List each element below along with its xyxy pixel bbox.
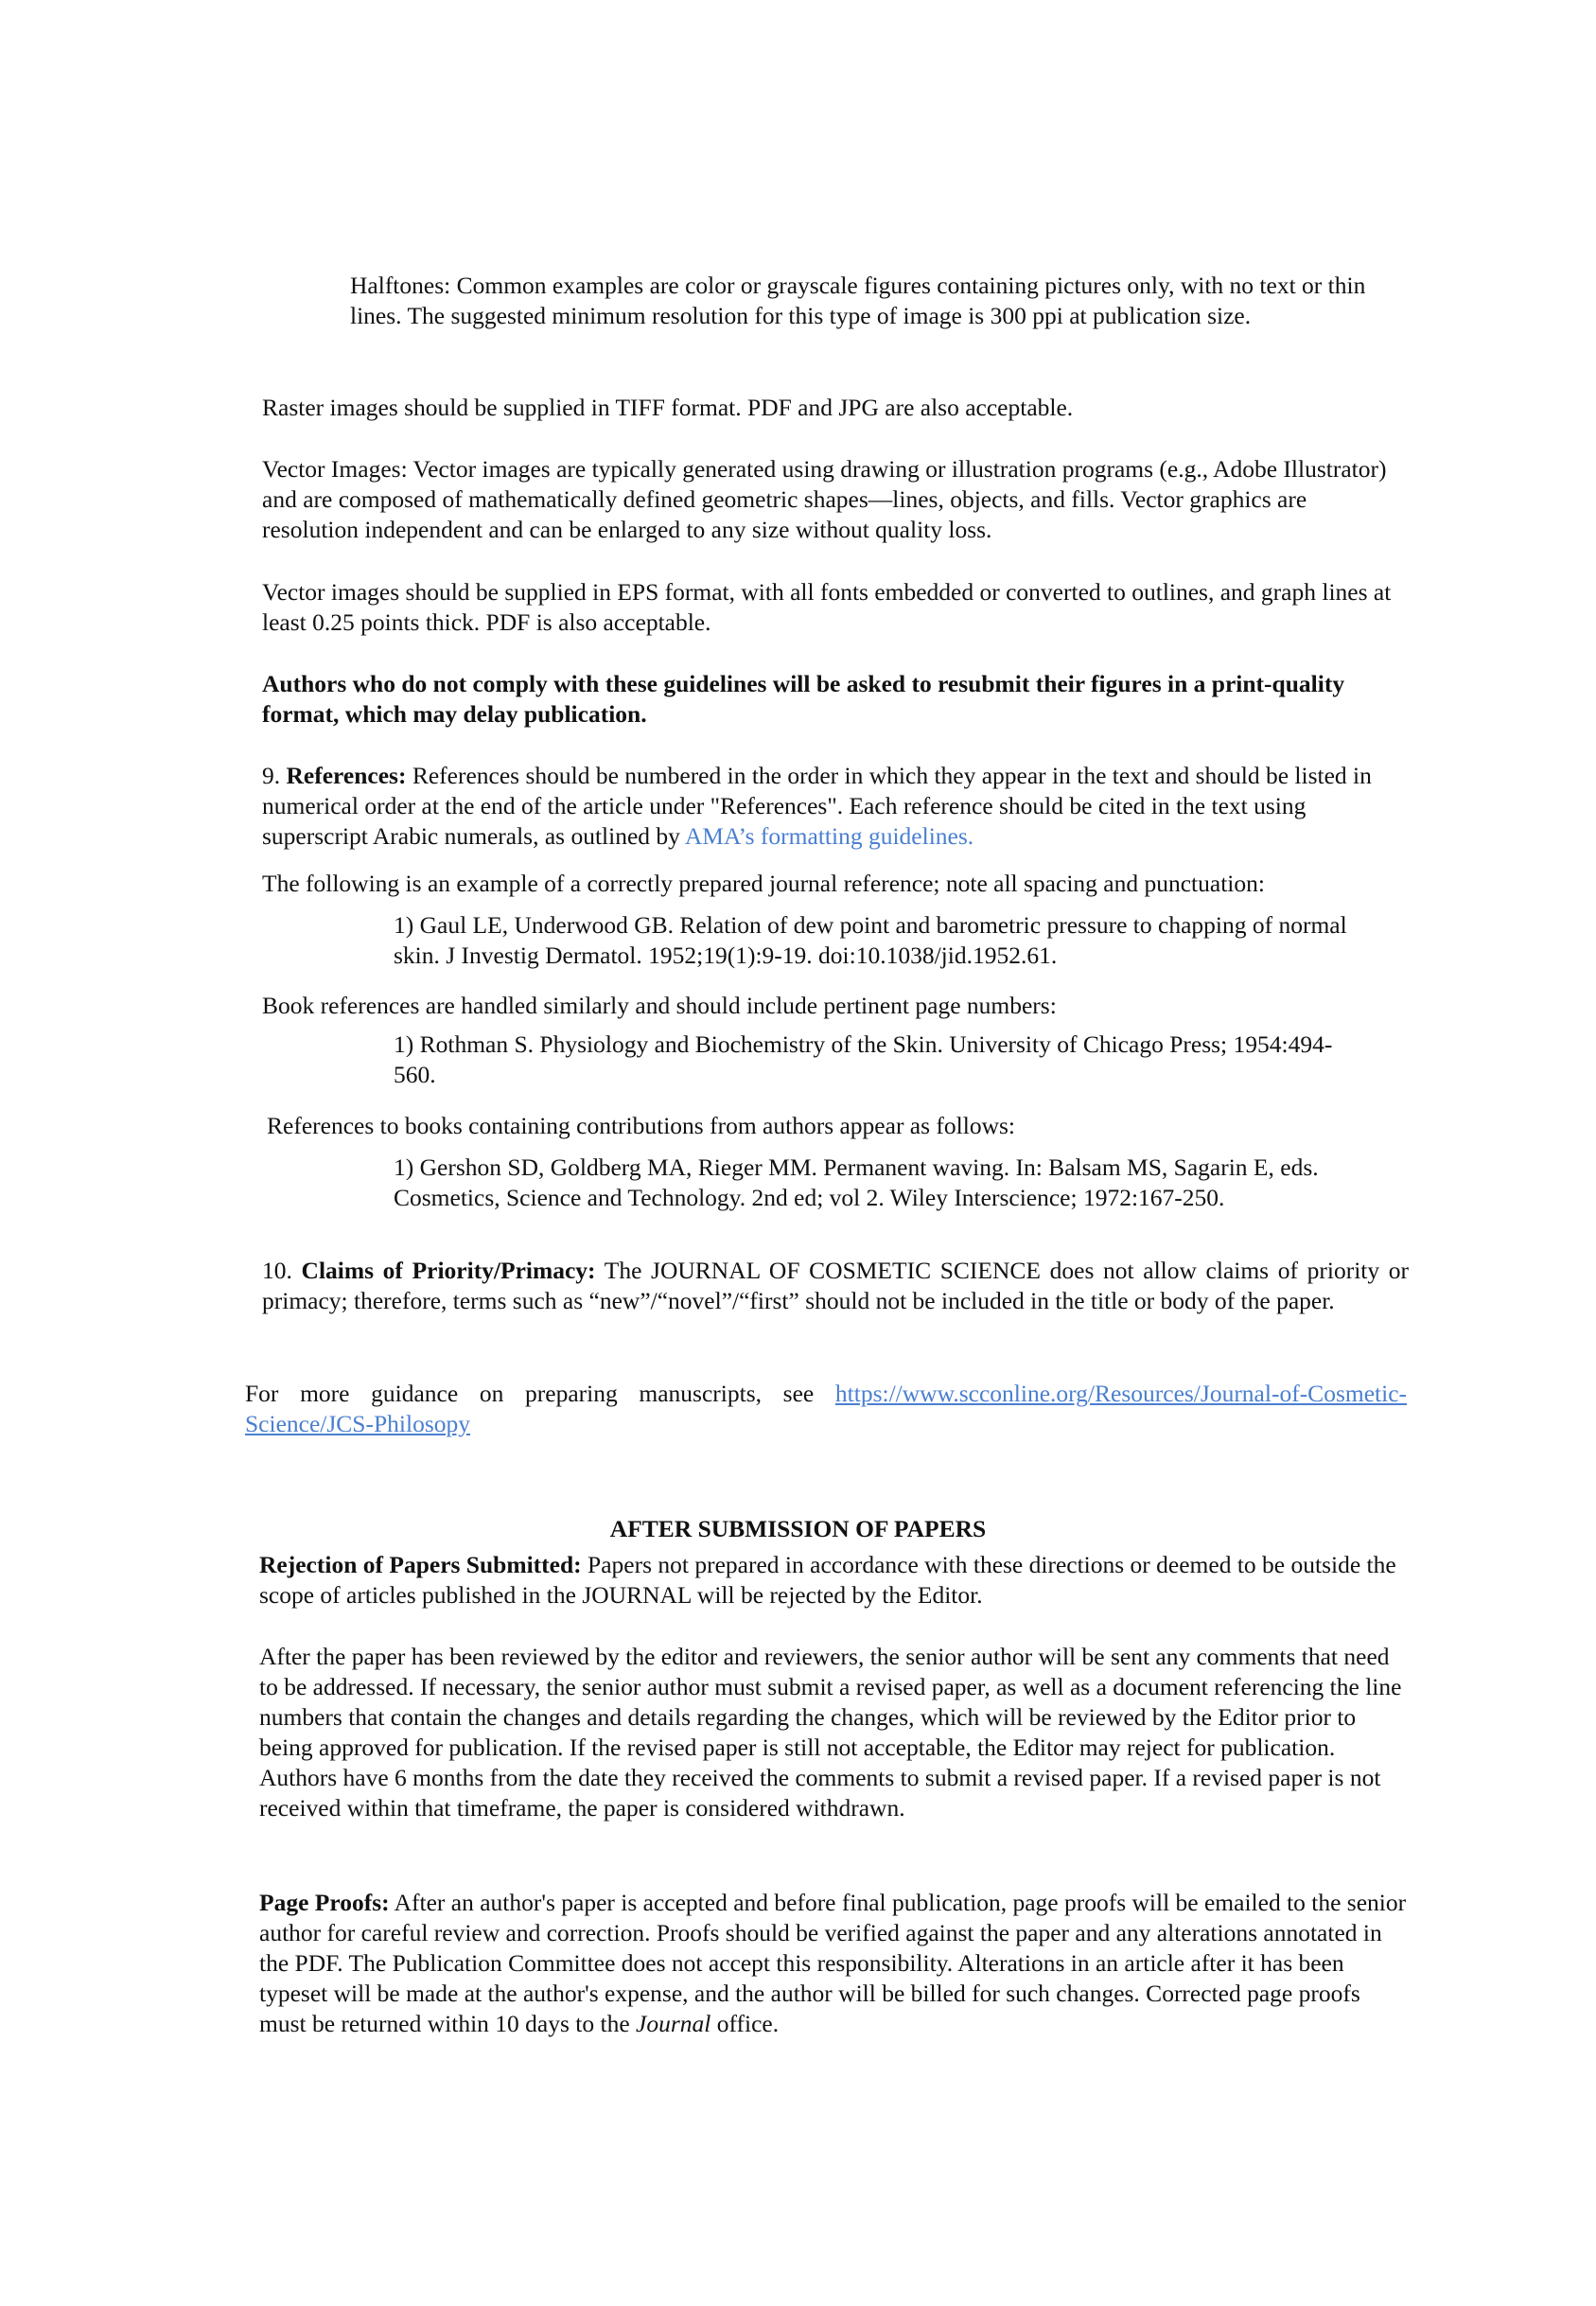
references-number: 9. [262, 762, 281, 789]
halftones-paragraph: Halftones: Common examples are color or grayscale figures containing pictures only, with no text or thin lines. The suggested minimum resolution for this type of image is 300 ppi at publication size. [350, 272, 1366, 329]
references-text: References should be numbered in the order in which they appear in the text and should be listed in numerical order at the end of the article under "References". Each reference should be cited in the text using superscript Arabic numerals, as outlined by [262, 762, 1372, 850]
journal-word: Journal [636, 2010, 711, 2037]
comply-warning: Authors who do not comply with these guidelines will be asked to resubmit their figures in a print-quality format, which may delay publication. [262, 670, 1345, 728]
page-proofs-paragraph [259, 1888, 1412, 2039]
references-label: References: [286, 762, 407, 789]
rejection-paragraph [259, 1550, 1409, 1611]
contrib-reference-intro: References to books containing contributions from authors appear as follows: [267, 1112, 1016, 1139]
rejection-text: Papers not prepared in accordance with these directions or deemed to be outside the scope of articles published in the JOURNAL will be rejected by the Editor. [259, 1551, 1396, 1609]
claims-text: The JOURNAL OF COSMETIC SCIENCE does not allow claims of priority or primacy; therefore, terms such as “new”/“novel”/“first” should not be included in the title or body of the paper. [262, 1257, 1410, 1314]
journal-reference-intro: The following is an example of a correctly prepared journal reference; note all spacing and punctuation: [262, 870, 1265, 897]
page-proofs-end: office. [716, 2010, 780, 2037]
guidance-paragraph [245, 1379, 1407, 1439]
contrib-reference-example: 1) Gershon SD, Goldberg MA, Rieger MM. Permanent waving. In: Balsam MS, Sagarin E, eds. Cosmetics, Science and Technology. 2nd ed; vol 2. Wiley Interscience; 1972:167-250. [394, 1153, 1319, 1211]
guidance-text: For more guidance on preparing manuscripts, see [245, 1380, 815, 1407]
page-proofs-text: After an author's paper is accepted and before final publication, page proofs will be emailed to the senior author for careful review and correction. Proofs should be verified against the paper and any alterations annotated in the PDF. The Publication Committee does not accept this responsibility. Alterations in an article after it has been typeset will be made at the author's expense, and the author will be billed for such changes. Corrected page proofs must be returned within 10 days to the [259, 1889, 1407, 2037]
book-reference-intro: Book references are handled similarly and should include pertinent page numbers: [262, 992, 1057, 1019]
page-proofs-label: Page Proofs: [259, 1889, 390, 1916]
raster-paragraph: Raster images should be supplied in TIFF format. PDF and JPG are also acceptable. [262, 394, 1074, 421]
ama-guidelines-link[interactable]: AMA’s formatting guidelines. [684, 822, 974, 850]
vector-supply-paragraph: Vector images should be supplied in EPS format, with all fonts embedded or converted to outlines, and graph lines at least 0.25 points thick. PDF is also acceptable. [262, 578, 1392, 636]
journal-reference-example: 1) Gaul LE, Underwood GB. Relation of dew point and barometric pressure to chapping of normal skin. J Investig Dermatol. 1952;19(1):9-19. doi:10.1038/jid.1952.61. [394, 911, 1347, 969]
references-paragraph [262, 761, 1409, 852]
jcs-philosophy-link[interactable]: https://www.scconline.org/Resources/Journal-of-Cosmetic-Science/JCS-Philosopy [245, 1380, 1407, 1437]
after-submission-heading: AFTER SUBMISSION OF PAPERS [609, 1514, 987, 1542]
rejection-label: Rejection of Papers Submitted: [259, 1551, 582, 1578]
claims-number: 10. [262, 1257, 292, 1284]
book-reference-example: 1) Rothman S. Physiology and Biochemistry of the Skin. University of Chicago Press; 1954:494-560. [394, 1030, 1333, 1088]
vector-images-paragraph: Vector Images: Vector images are typically generated using drawing or illustration programs (e.g., Adobe Illustrator) and are composed of mathematically defined geometric shapes—lines, objects, and fills. Vector graphics are resolution independent and can be enlarged to any size without quality loss. [262, 455, 1387, 543]
claims-label: Claims of Priority/Primacy: [301, 1257, 596, 1284]
claims-paragraph [262, 1256, 1409, 1316]
review-process-paragraph: After the paper has been reviewed by the editor and reviewers, the senior author will be sent any comments that need to be addressed. If necessary, the senior author must submit a revised paper, as well as a document referencing the line numbers that contain the changes and details regarding the changes, which will be reviewed by the Editor prior to being approved for publication. If the revised paper is still not acceptable, the Editor may reject for publication. Authors have 6 months from the date they received the comments to submit a revised paper. If a revised paper is not received within that timeframe, the paper is considered withdrawn. [259, 1643, 1402, 1822]
